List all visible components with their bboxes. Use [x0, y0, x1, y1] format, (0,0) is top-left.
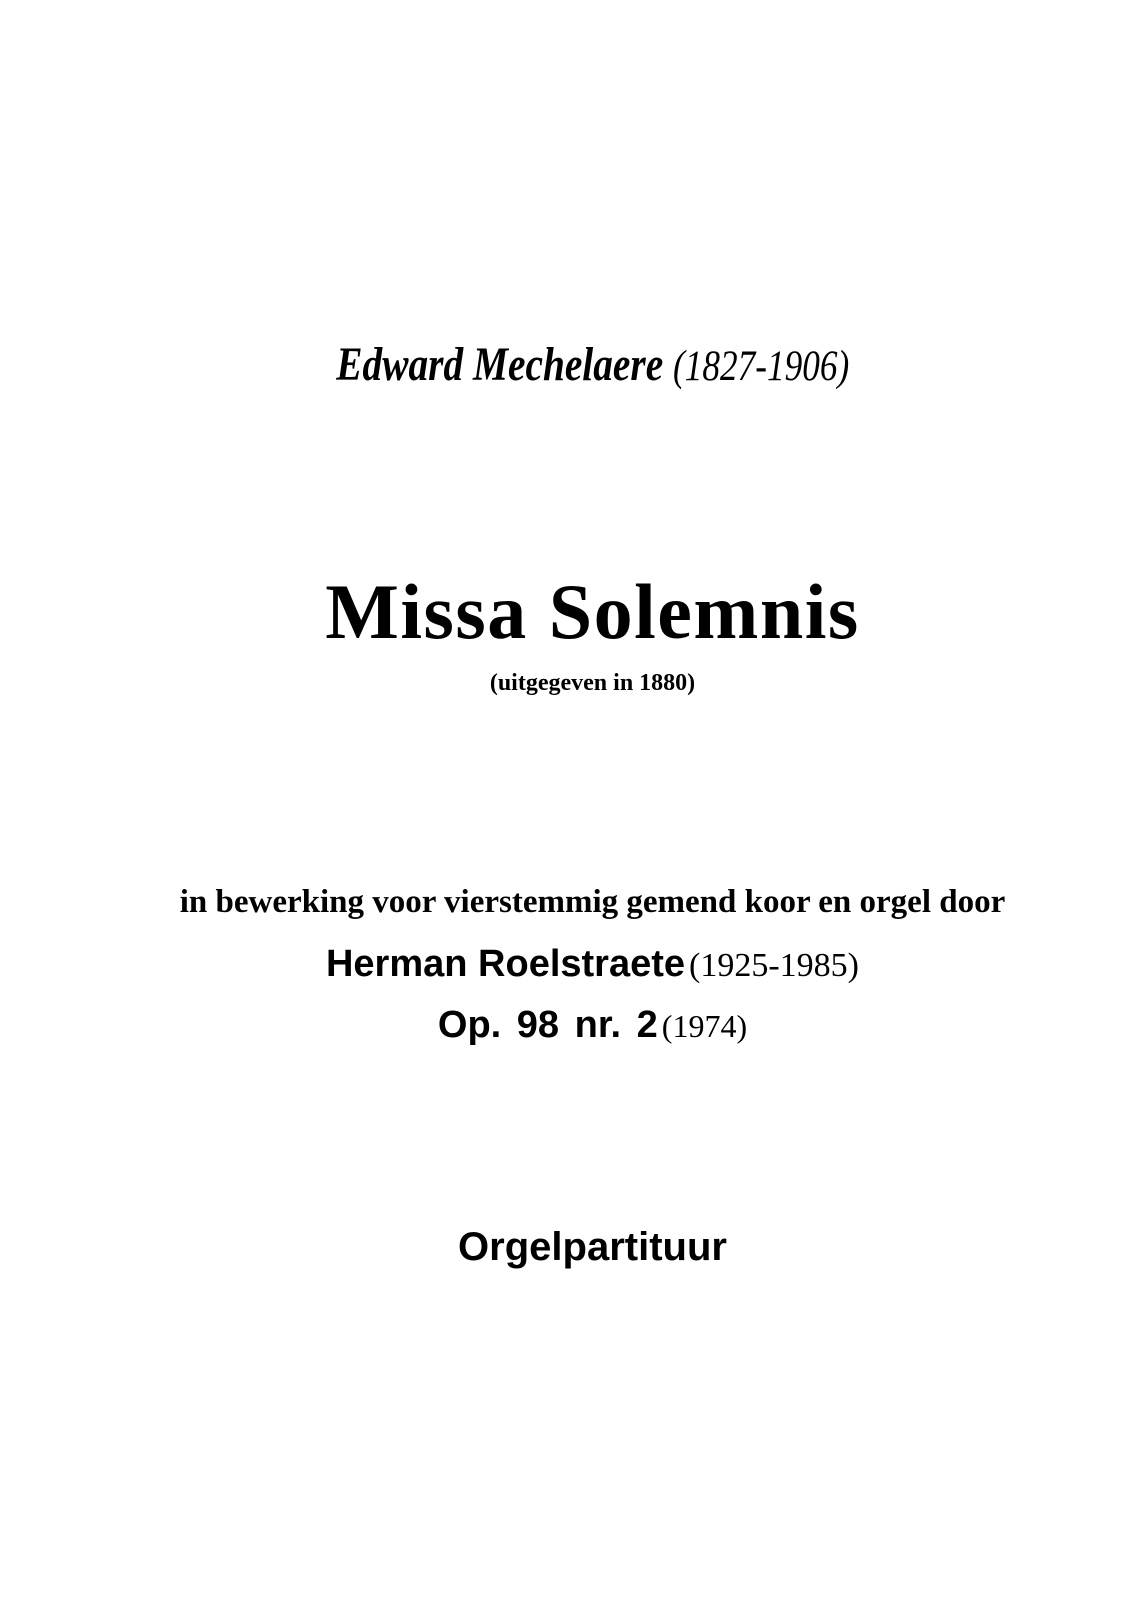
arrangement-description: in bewerking voor vierstemmig gemend koor en orgel door: [179, 884, 1006, 920]
publication-note: (uitgegeven in 1880): [489, 670, 696, 696]
arranger-line: [27, 945, 1131, 983]
arranger-name: Herman Roelstraete: [325, 943, 686, 985]
composer-line-text: [336, 338, 849, 391]
arranger-dates: (1925-1985): [689, 947, 859, 984]
opus-line: [27, 1006, 1131, 1044]
opus-number: Op. 98 nr. 2: [437, 1004, 658, 1046]
composer-dates: (1827-1906): [672, 343, 849, 390]
opus-year: (1974): [661, 1008, 748, 1044]
composer-name: Edward Mechelaere: [336, 338, 663, 391]
composer-line: [27, 338, 1131, 391]
work-title: Missa Solemnis: [325, 568, 860, 655]
part-label: Orgelpartituur: [458, 1225, 727, 1269]
